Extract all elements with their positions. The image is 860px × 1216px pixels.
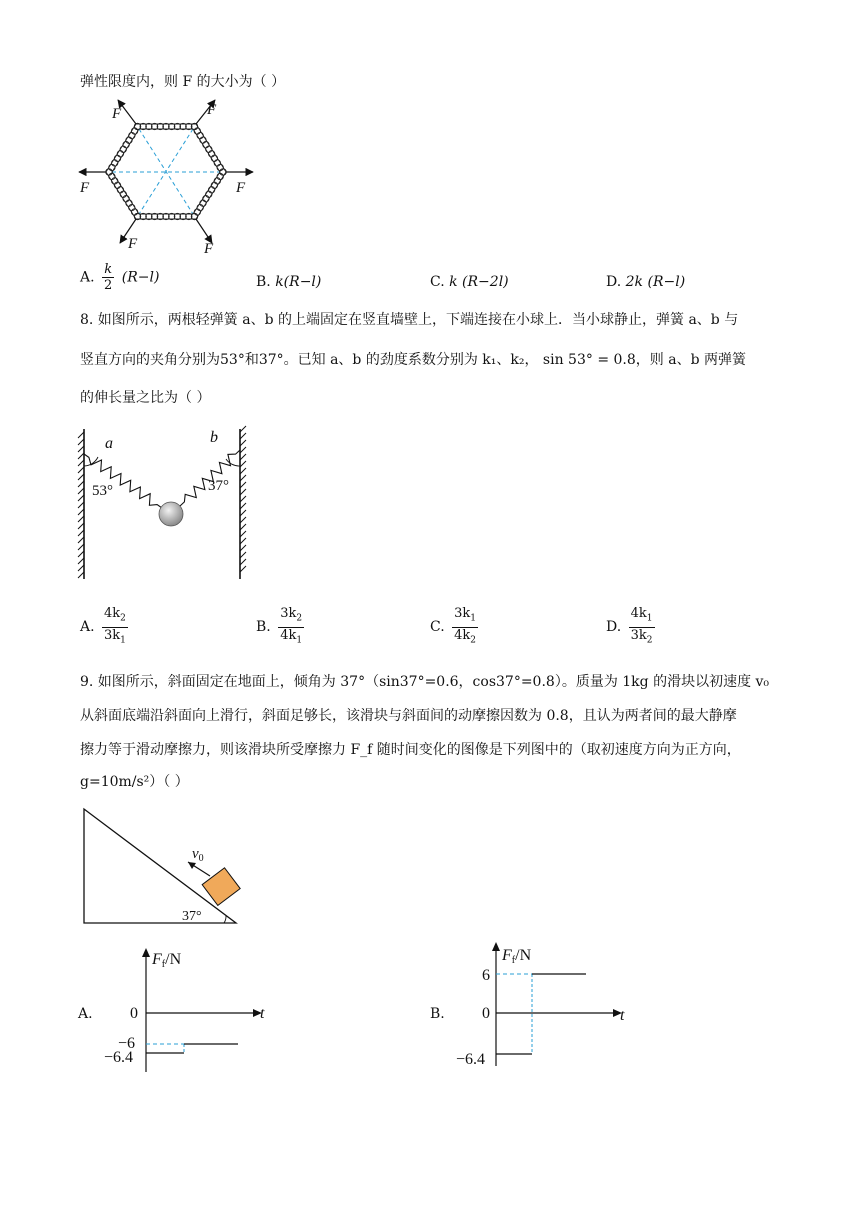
wall-hatch [78, 432, 84, 438]
q8-option-a[interactable] [80, 606, 131, 648]
spring-coil-loop [120, 146, 126, 152]
hexagon-spring-figure [76, 98, 256, 258]
slider-block [202, 868, 240, 906]
wall-hatch [240, 510, 246, 516]
q9-line-1: 9. 如图所示，斜面固定在地面上，倾角为 37°（sin37°=0.6，cos37°=0.8）。质量为 1kg 的滑块以初速度 v₀ [80, 674, 770, 690]
spring-coil-loop [123, 142, 129, 148]
wall-hatch [240, 524, 246, 530]
wall-hatch [240, 426, 246, 432]
spring-a [84, 454, 162, 508]
q8-option-d-label: D. [606, 619, 622, 636]
wall-hatch [78, 439, 84, 445]
incline-figure [76, 806, 256, 930]
two-springs-ball-figure [74, 424, 254, 584]
force-label-right: F [236, 180, 246, 196]
graph-a-tick-6: −6 [118, 1035, 136, 1052]
graph-a-y-label: Ff/N [152, 951, 182, 970]
graph-b [456, 938, 650, 1072]
wall-hatch [240, 447, 246, 453]
q7-option-a[interactable] [80, 262, 159, 293]
graph-b-zero: 0 [482, 1005, 490, 1022]
wall-hatch [78, 495, 84, 501]
option-c-text: k (R−2l) [449, 274, 509, 290]
spring-b-label: b [210, 429, 218, 446]
wall-hatch [240, 531, 246, 537]
spring-coil-loop [214, 160, 220, 166]
ball [159, 502, 183, 526]
spring-coil-loop [126, 137, 132, 143]
q7-option-c[interactable] [430, 272, 509, 292]
force-label-top-left: F [112, 106, 122, 122]
q8-option-d-fraction: $\frac{4k_1}{3k_2}$ [630, 606, 653, 646]
wall-hatch [240, 566, 246, 572]
wall-hatch [240, 461, 246, 467]
q8-line-3: 的伸长量之比为（ ） [80, 390, 211, 406]
q8-option-c[interactable] [430, 606, 481, 648]
force-label-left: F [80, 180, 90, 196]
option-a-label: A. [80, 269, 95, 286]
incline [84, 809, 236, 923]
q8-option-b-fraction: $\frac{3k_2}{4k_1}$ [280, 606, 303, 646]
graph-b-tick-neg-6-4: −6.4 [456, 1051, 486, 1068]
velocity-label: $v_0$ [192, 846, 204, 864]
wall-hatch [78, 572, 84, 578]
wall-hatch [78, 460, 84, 466]
option-a-fraction [102, 262, 114, 293]
option-b-text: k(R−l) [275, 274, 322, 290]
wall-hatch [240, 475, 246, 481]
wall-hatch [240, 559, 246, 565]
wall-hatch [240, 538, 246, 544]
graph-a-x-label: t [260, 1005, 265, 1022]
q8-option-c-label: C. [430, 619, 445, 636]
angle-a-label: 53° [92, 483, 113, 499]
q7-option-d[interactable] [606, 272, 685, 292]
graph-b-y-label: Ff/N [502, 947, 532, 966]
spring-coil-loop [117, 151, 123, 157]
q9-line-3: 擦力等于滑动摩擦力，则该滑块所受摩擦力 F_f 随时间变化的图像是下列图中的（取初速度方向为正方向， [80, 742, 741, 758]
wall-hatch [78, 537, 84, 543]
spring-coil-loop [129, 132, 135, 138]
wall-hatch [240, 552, 246, 558]
graph-a-zero: 0 [130, 1005, 138, 1022]
q8-option-b-label: B. [256, 619, 271, 636]
spring-a-label: a [105, 435, 113, 452]
wall-hatch [240, 454, 246, 460]
graph-b-option-label[interactable]: B. [430, 1006, 445, 1022]
q7-question-tail: 弹性限度内，则 F 的大小为（ ） [80, 74, 286, 90]
force-label-top-right: F [207, 102, 217, 118]
wall-hatch [240, 545, 246, 551]
angle-arc-a [84, 457, 98, 466]
spring-coil-loop [117, 187, 123, 193]
option-d-label: D. [606, 274, 622, 290]
wall-hatch [240, 496, 246, 502]
q8-option-a-fraction: $\frac{4k_2}{3k_1}$ [104, 606, 126, 646]
spring-coil-loop [131, 128, 137, 134]
wall-hatch [240, 482, 246, 488]
wall-hatch [240, 517, 246, 523]
q9-line-2: 从斜面底端沿斜面向上滑行，斜面足够长，该滑块与斜面间的动摩擦因数为 0.8，且认为两者间的最大静摩 [80, 708, 737, 724]
graph-a [98, 944, 278, 1078]
wall-hatch [240, 468, 246, 474]
q8-option-d[interactable] [606, 606, 658, 648]
wall-hatch [78, 446, 84, 452]
wall-hatch [240, 489, 246, 495]
q8-option-c-fraction: $\frac{3k_1}{4k_2}$ [454, 606, 477, 646]
option-a-rest: (R−l) [121, 269, 160, 286]
wall-hatch [78, 551, 84, 557]
wall-hatch [78, 467, 84, 473]
graph-b-tick-6: 6 [482, 967, 490, 984]
angle-b-label: 37° [208, 478, 229, 494]
wall-hatch [240, 503, 246, 509]
spring-coil-loop [203, 142, 209, 148]
option-d-text: 2k (R−l) [625, 274, 686, 290]
q8-line-1: 8. 如图所示，两根轻弹簧 a、b 的上端固定在竖直墙壁上，下端连接在小球上．当小球静止，弹簧 a、b 与 [80, 312, 739, 328]
wall-hatch [78, 488, 84, 494]
graph-a-option-label[interactable]: A. [78, 1006, 93, 1022]
q8-option-b[interactable] [256, 606, 307, 648]
q8-line-2: 竖直方向的夹角分别为53°和37°。已知 a、b 的劲度系数分别为 k₁、k₂， sin 53° = 0.8，则 a、b 两弹簧 [80, 352, 746, 368]
graph-b-x-label: t [620, 1007, 625, 1024]
spring-coil-loop [109, 164, 115, 170]
graph-a-tick-6-4: −6.4 [104, 1049, 134, 1066]
force-label-bottom-left: F [128, 236, 138, 252]
incline-angle-arc [224, 916, 226, 923]
incline-angle-label: 37° [182, 909, 202, 924]
option-a-numerator: k [102, 262, 114, 278]
wall-hatch [78, 481, 84, 487]
wall-hatch [78, 565, 84, 571]
force-label-bottom-right: F [204, 241, 214, 257]
option-b-label: B. [256, 274, 271, 290]
wall-hatch [78, 509, 84, 515]
wall-hatch [78, 558, 84, 564]
wall-hatch [240, 433, 246, 439]
option-a-denominator: 2 [104, 278, 113, 293]
q9-line-4: g=10m/s²）（ ） [80, 774, 189, 790]
wall-hatch [78, 544, 84, 550]
wall-hatch [78, 474, 84, 480]
wall-hatch [78, 530, 84, 536]
wall-hatch [78, 502, 84, 508]
wall-hatch [78, 523, 84, 529]
q8-option-a-label: A. [80, 619, 95, 636]
wall-hatch [78, 516, 84, 522]
option-c-label: C. [430, 274, 445, 290]
q7-option-b[interactable] [256, 272, 321, 292]
wall-hatch [240, 440, 246, 446]
wall-hatch [78, 453, 84, 459]
